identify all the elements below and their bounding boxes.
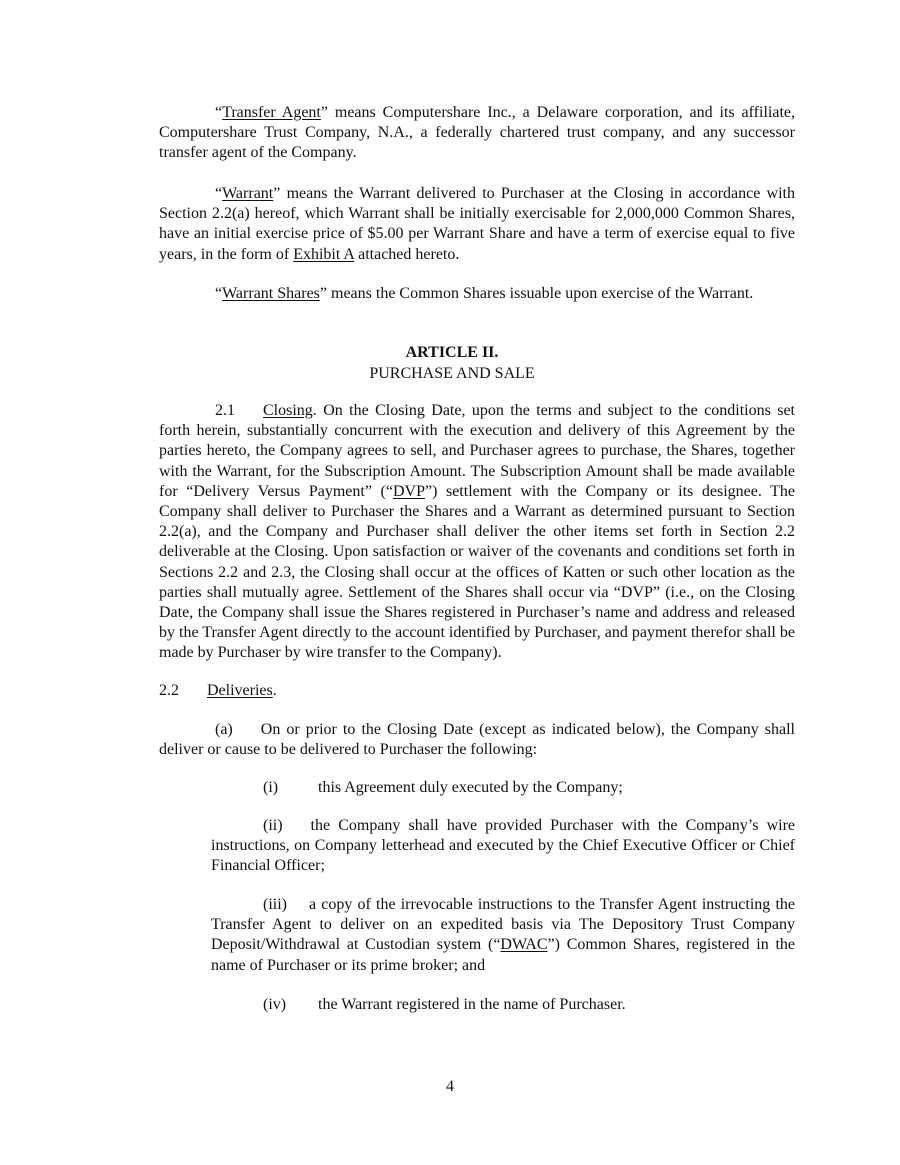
defined-term-warrant-shares: Warrant Shares — [222, 285, 320, 302]
article-heading — [159, 342, 745, 384]
item-text: the Warrant registered in the name of Purchaser. — [318, 996, 626, 1013]
subsection-a — [159, 720, 795, 760]
defined-term-dwac: DWAC — [500, 936, 548, 954]
section-number: 2.2 — [159, 682, 179, 699]
item-label: (iv) — [263, 996, 287, 1013]
section-heading-deliveries: Deliveries — [207, 682, 273, 699]
list-item-iii — [211, 895, 795, 976]
definition-text: attached hereto. — [354, 245, 460, 263]
defined-term-dvp: DVP — [392, 482, 425, 500]
item-label: (ii) — [263, 817, 283, 834]
section-number: 2.1 — [215, 402, 235, 419]
list-item-i — [263, 778, 623, 798]
section-heading-closing: Closing — [263, 402, 313, 419]
definition-warrant-shares: “Warrant Shares” means the Common Shares issuable upon exercise of the Warrant. — [215, 285, 754, 302]
list-item-ii — [211, 816, 795, 877]
article-number: ARTICLE II. — [405, 344, 499, 361]
defined-term-transfer-agent: Transfer Agent — [222, 104, 321, 121]
definition-text: means the Warrant delivered to Purchaser at the Closing in accordance with Section 2.2(a) hereof, which Warrant shall be initially exercisable for 2,000,000 Common Shares, have an initial exercise price of $5.00 per Warrant Share and have a term of exercise equal to five years, in the form of — [159, 185, 795, 263]
section-2-2-heading — [159, 681, 277, 701]
defined-term-warrant: Warrant — [222, 185, 274, 202]
article-title: PURCHASE AND SALE — [369, 365, 535, 382]
exhibit-reference: Exhibit A — [293, 245, 355, 263]
item-text: ”) Common Shares, registered in the name of Purchaser or its prime broker; and — [211, 936, 795, 974]
list-item-iv — [263, 995, 626, 1015]
definition-text: means Computershare Inc., a Delaware corporation, and its affiliate, Computershare Trust Company, N.A., a federally chartered trust company, and any successor transfer agent of the Company. — [159, 104, 795, 162]
subsection-text: On or prior to the Closing Date (except as indicated below), the Company shall deliver or cause to be delivered to Purchaser the following: — [159, 721, 795, 759]
heading-period: . — [272, 682, 277, 699]
definition-transfer-agent: “Transfer Agent” means Computershare Inc., a Delaware corporation, and its affiliate, Computershare Trust Company, N.A., a federally chartered trust company, and any successor transfer agent of the Company. — [159, 104, 795, 162]
section-text: . On the Closing Date, upon the terms and subject to the conditions set forth herein, substantially concurrent with the execution and delivery of this Agreement by the parties hereto, the Company agrees to sell, and Purchaser agrees to purchase, the Shares, together with the Warrant, for the Subscription Amount. The Subscription Amount shall be made available for “Delivery Versus Payment” (“ — [159, 402, 795, 500]
item-label: (iii) — [263, 896, 287, 913]
item-text: this Agreement duly executed by the Company; — [318, 779, 623, 796]
definition-text: means the Common Shares issuable upon exercise of the Warrant. — [327, 285, 754, 302]
definition-warrant: “Warrant” means the Warrant delivered to Purchaser at the Closing in accordance with Section 2.2(a) hereof, which Warrant shall be initially exercisable for 2,000,000 Common Shares, have an initial exercise price of $5.00 per Warrant Share and have a term of exercise equal to five years, in the form of Exhibit A attached hereto. — [159, 185, 795, 263]
item-text: a copy of the irrevocable instructions to the Transfer Agent instructing the Transfer Agent to deliver on an expedited basis via The Depository Trust Company Deposit/Withdrawal at Custodian system (“ — [211, 896, 795, 954]
section-text: ”) settlement with the Company or its designee. The Company shall deliver to Purchaser the Shares and a Warrant as determined pursuant to Section 2.2(a), and the Company and Purchaser shall deliver the other items set forth in Section 2.2 deliverable at the Closing. Upon satisfaction or waiver of the covenants and conditions set forth in Sections 2.2 and 2.3, the Closing shall occur at the offices of Katten or such other location as the parties shall mutually agree. Settlement of the Shares shall occur via “DVP” (i.e., on the Closing Date, the Company shall issue the Shares registered in Purchaser’s name and address and released by the Transfer Agent directly to the account identified by Purchaser, and payment therefor shall be made by Purchaser by wire transfer to the Company). — [159, 482, 795, 662]
section-2-1 — [159, 401, 795, 664]
page-number: 4 — [446, 1078, 454, 1095]
subsection-label: (a) — [215, 721, 233, 738]
item-label: (i) — [263, 779, 279, 796]
item-text: the Company shall have provided Purchaser with the Company’s wire instructions, on Company letterhead and executed by the Chief Executive Officer or Chief Financial Officer; — [211, 817, 795, 875]
